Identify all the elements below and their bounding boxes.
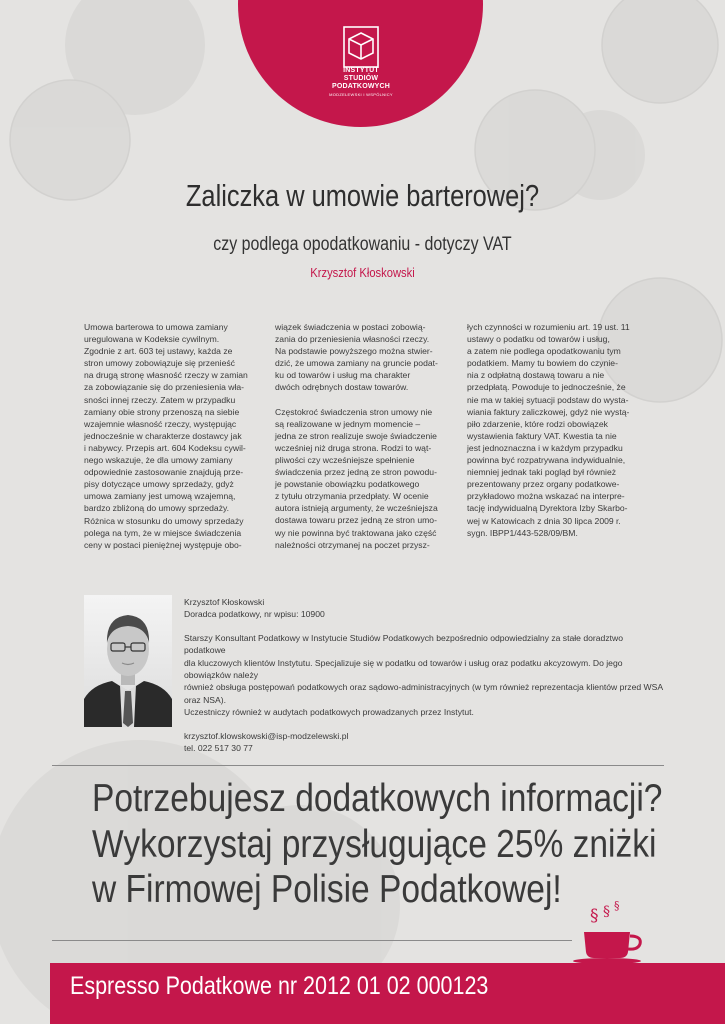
article-column-3: [467, 321, 663, 551]
bio-description: Starszy Konsultant Podatkowy w Instytucie Studiów Podatkowych bezpośrednio odpowiedzialny za stałe doradztwo podatkowe dla kluczowych klientów Instytutu. Specjalizuje się w podatku od towarów i usług oraz podatku akcyzowym. Do jego obowiązków należy również obsługa postępowań podatkowych oraz sądowo-administracyjnych (w tym również reprezentacja klientów przed WSA oraz NSA). Uczestniczy również w audytach podatkowych prowadzanych przez Instytut.: [184, 632, 663, 718]
svg-text:§: §: [603, 904, 610, 920]
article-paragraph: Częstokroć świadczenia stron umowy nie są realizowane w jednym momencie – jedna ze stron realizuje swoje świadczenie wcześniej niż druga strona. Rodzi to wąt- pliwości czy wcześniejsze spełnienie świadczenia przez jedną ze stron powodu- je powstanie obowiązku podatkowego z tytułu otrzymania przedpłaty. W ocenie autora istnieją argumenty, że wcześniejsza dostawa towaru przez jedną ze stron umo- wy nie powinna być traktowana jako część należności otrzymanej na poczet przysz-: [275, 406, 438, 550]
author-photo: [84, 595, 172, 727]
author-bio: [184, 596, 664, 754]
footer-title: Espresso Podatkowe nr 2012 01 02 000123: [70, 972, 489, 1000]
bio-name: Krzysztof Kłoskowski: [184, 597, 265, 607]
article-column-1: [84, 321, 280, 563]
divider-bottom: [52, 940, 572, 941]
logo-text: [318, 67, 404, 97]
svg-text:§: §: [590, 906, 599, 926]
logo-line: STUDIÓW: [343, 75, 379, 82]
bio-phone: tel. 022 517 30 77: [184, 743, 253, 754]
promo-line: Wykorzystaj przysługujące 25% zniżki: [92, 822, 657, 866]
article-author: Krzysztof Kłoskowski: [310, 265, 415, 280]
logo-line: PODATKOWYCH: [331, 83, 391, 90]
article-paragraph: łych czynności w rozumieniu art. 19 ust. 11 ustawy o podatku od towarów i usług, a zatem nie podlega opodatkowaniu tym podatkiem. Mamy tu bowiem do czynie- nia z odpłatną dostawą towaru a nie przedpłatą. Powoduje to jednocześnie, że nie ma w takiej sytuacji podstaw do wysta- wiania faktury zaliczkowej, gdyż nie wystą- piło zdarzenie, które rodzi obowiązek wystawienia faktury VAT. Kwestia ta nie jest jednoznaczna i w każdym przypadku powinna być rozpatrywana indywidualnie, niemniej jednak taki pogląd był również prezentowany przez organy podatkowe- przykładowo można wskazać na interpre- tację indywidualną Dyrektora Izby Skarbo- wej w Katowicach z dnia 30 lipca 2009 r. sygn. IBPP1/443-528/09/BM.: [467, 322, 630, 538]
bio-role: Doradca podatkowy, nr wpisu: 10900: [184, 609, 325, 620]
divider-top: [52, 765, 664, 766]
logo-line: INSTYTUT: [343, 67, 379, 74]
article-subtitle: czy podlega opodatkowaniu - dotyczy VAT: [213, 234, 512, 255]
logo-subtitle: MODZELEWSKI I WSPÓLNICY: [329, 92, 393, 97]
coffee-cup-paragraph-icon: [570, 896, 648, 968]
promo-line: Potrzebujesz dodatkowych informacji?: [92, 777, 663, 820]
article-title: Zaliczka w umowie barterowej?: [185, 178, 540, 213]
bio-email-link[interactable]: krzysztof.klowskowski@isp-modzelewski.pl: [184, 730, 349, 741]
cube-icon: [343, 26, 379, 68]
promo-text: [92, 776, 662, 913]
article-column-2: [275, 321, 471, 563]
promo-line: w Firmowej Polisie Podatkowej!: [92, 868, 562, 911]
article-paragraph: wiązek świadczenia w postaci zobowią- zania do przeniesienia własności rzeczy. Na podstawie powyższego można stwier- dzić, że umowa zamiany na gruncie podat- ku od towarów i usług ma charakter dwóch odrębnych dostaw towarów.: [275, 322, 438, 393]
svg-text:§: §: [614, 899, 620, 912]
article-paragraph: Umowa barterowa to umowa zamiany uregulowana w Kodeksie cywilnym. Zgodnie z art. 603 tej ustawy, każda ze stron umowy zobowiązuje się przenieść na drugą stronę własność rzeczy w zamian za zobowiązanie się do przeniesienia wła- sności innej rzeczy. Zatem w przypadku zamiany obie strony przenoszą na siebie wzajemnie własność rzeczy, występując jednocześnie w charakterze dostawcy jak i nabywcy. Przepis art. 604 Kodeksu cywil- nego wskazuje, że dla umowy zamiany odpowiednie zastosowanie znajdują prze- pisy dotyczące umowy sprzedaży, gdyż umowa zamiany jest umową wzajemną, bardzo zbliżoną do umowy sprzedaży. Różnica w stosunku do umowy sprzedaży polega na tym, że w miejsce świadczenia ceny w postaci pieniężnej występuje obo-: [84, 322, 248, 550]
